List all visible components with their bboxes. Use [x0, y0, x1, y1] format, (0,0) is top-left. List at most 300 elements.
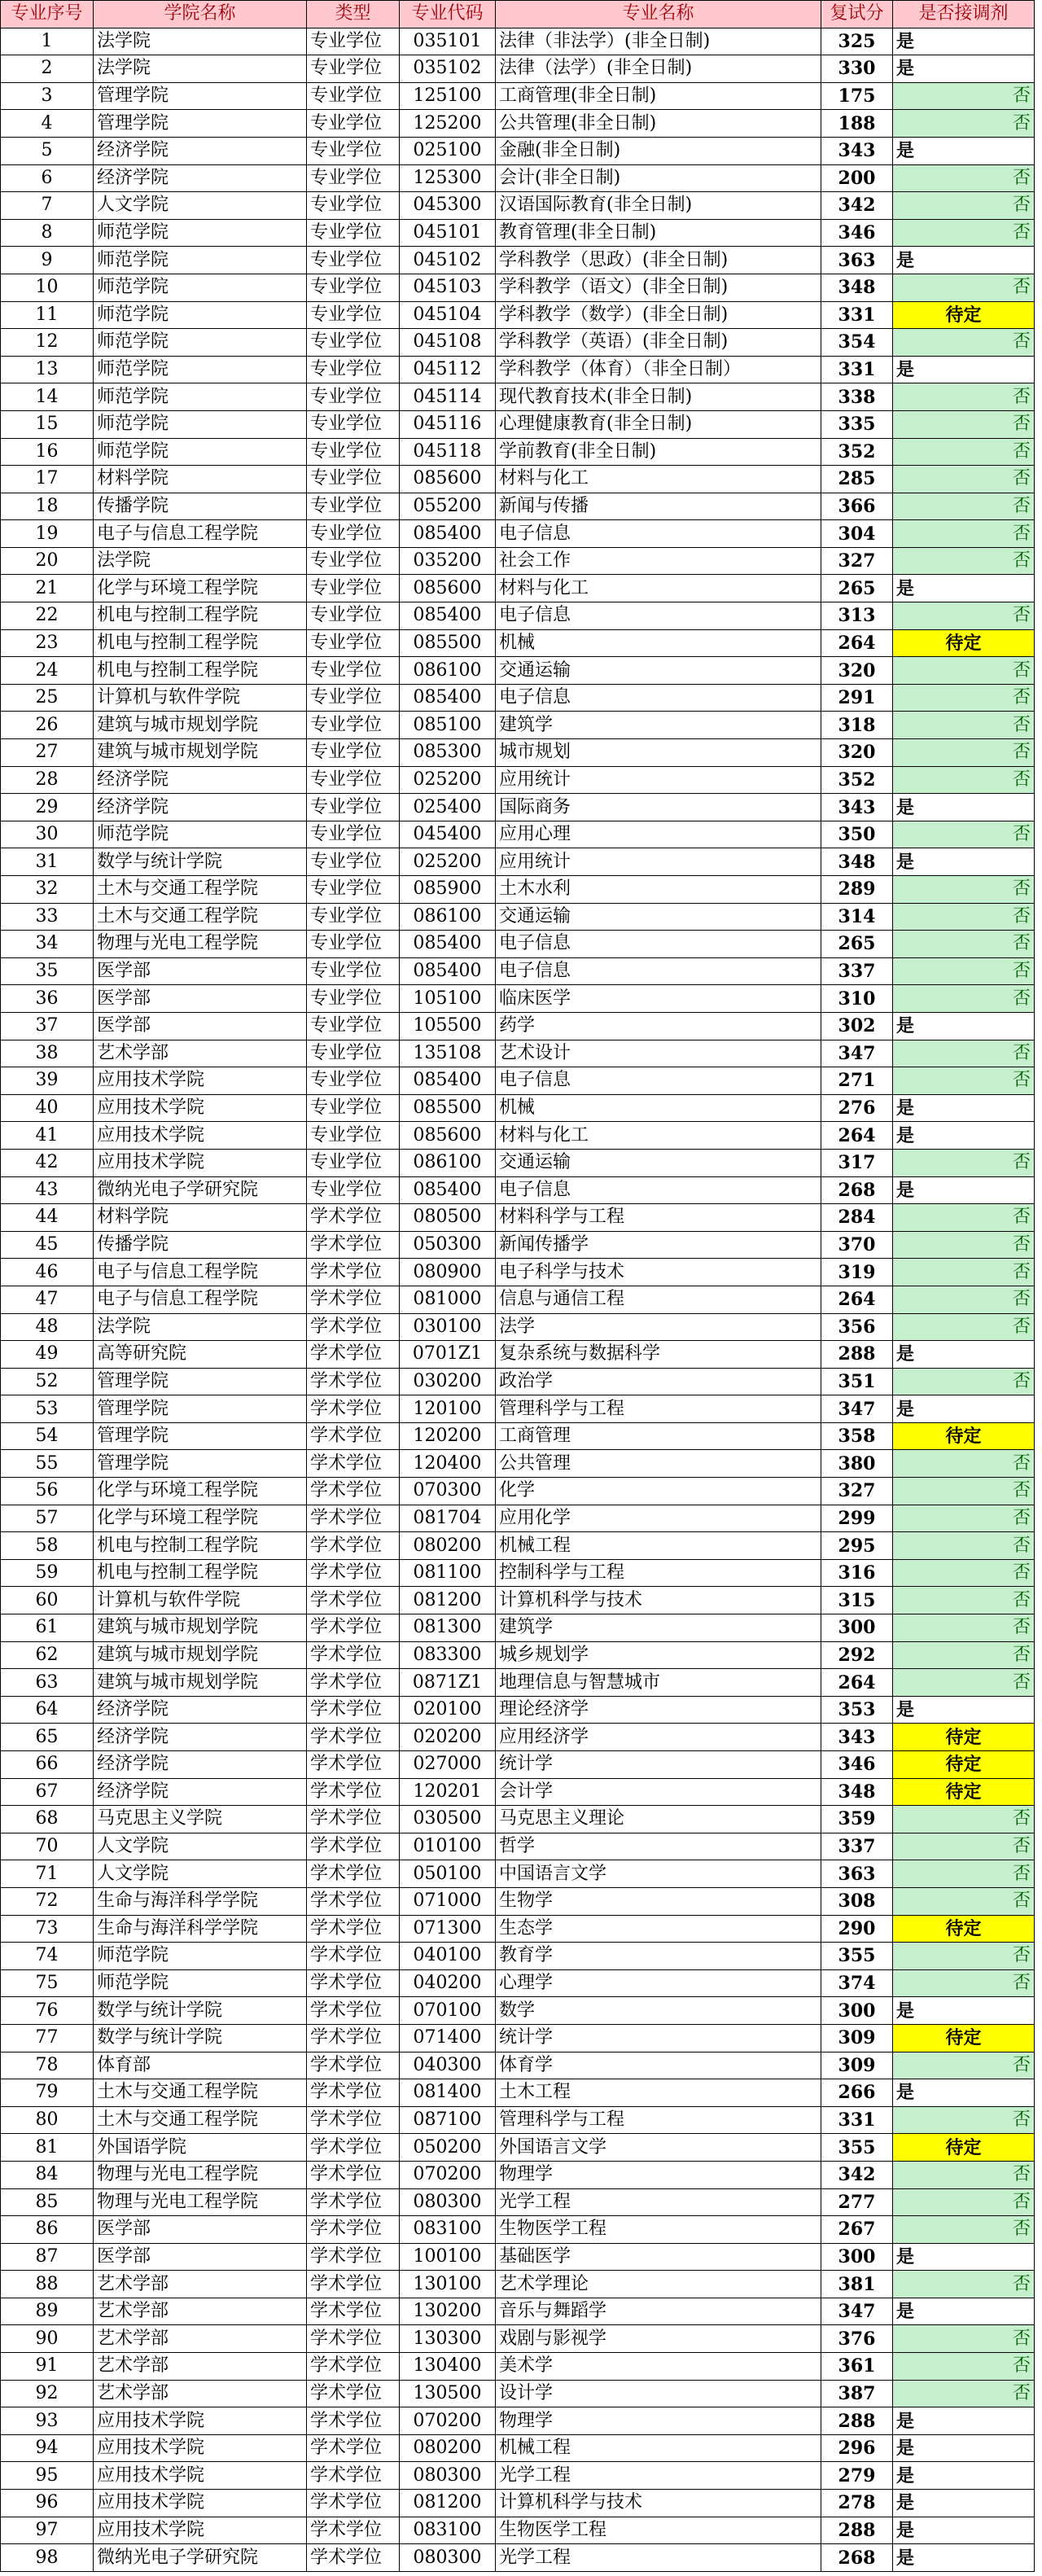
score-cell: 318 — [821, 712, 893, 739]
type-cell: 学术学位 — [307, 1778, 400, 1806]
seq-cell: 62 — [1, 1641, 94, 1669]
adjust-cell: 否 — [893, 1669, 1035, 1697]
score-cell: 279 — [821, 2462, 893, 2490]
college-cell: 应用技术学院 — [94, 1122, 307, 1150]
type-cell: 专业学位 — [307, 848, 400, 876]
code-cell: 030500 — [400, 1806, 496, 1833]
major-cell: 法律（法学）(非全日制) — [496, 55, 821, 83]
type-cell: 学术学位 — [307, 1641, 400, 1669]
major-cell: 马克思主义理论 — [496, 1806, 821, 1833]
adjust-cell: 否 — [893, 192, 1035, 220]
code-cell: 125100 — [400, 82, 496, 110]
major-cell: 美术学 — [496, 2353, 821, 2381]
code-cell: 081200 — [400, 1587, 496, 1614]
code-cell: 045116 — [400, 410, 496, 438]
major-cell: 控制科学与工程 — [496, 1559, 821, 1587]
table-row — [1, 739, 1035, 767]
code-cell: 130500 — [400, 2380, 496, 2407]
adjust-cell: 是 — [893, 2517, 1035, 2544]
type-cell: 专业学位 — [307, 712, 400, 739]
table-row — [1, 629, 1035, 657]
major-cell: 现代教育技术(非全日制) — [496, 383, 821, 411]
major-cell: 戏剧与影视学 — [496, 2325, 821, 2353]
college-cell: 建筑与城市规划学院 — [94, 739, 307, 767]
adjust-cell: 是 — [893, 2434, 1035, 2462]
adjust-cell: 是 — [893, 1997, 1035, 2025]
code-cell: 085400 — [400, 1067, 496, 1095]
college-cell: 师范学院 — [94, 410, 307, 438]
type-cell: 学术学位 — [307, 2243, 400, 2271]
code-cell: 050100 — [400, 1860, 496, 1888]
code-cell: 080200 — [400, 1532, 496, 1560]
table-row — [1, 55, 1035, 83]
code-cell: 083100 — [400, 2517, 496, 2544]
seq-cell: 52 — [1, 1368, 94, 1395]
score-cell: 288 — [821, 2517, 893, 2544]
college-cell: 材料学院 — [94, 1204, 307, 1232]
score-cell: 288 — [821, 2407, 893, 2435]
adjust-cell: 否 — [893, 602, 1035, 630]
college-cell: 建筑与城市规划学院 — [94, 1669, 307, 1697]
table-row — [1, 1915, 1035, 1943]
adjust-cell: 否 — [893, 1505, 1035, 1532]
seq-cell: 8 — [1, 219, 94, 247]
adjust-cell: 是 — [893, 2544, 1035, 2572]
major-cell: 材料与化工 — [496, 575, 821, 602]
code-cell: 081300 — [400, 1614, 496, 1642]
adjust-cell: 否 — [893, 1614, 1035, 1642]
table-row — [1, 2325, 1035, 2353]
code-cell: 085400 — [400, 957, 496, 985]
adjust-cell: 待定 — [893, 1778, 1035, 1806]
code-cell: 085900 — [400, 876, 496, 904]
type-cell: 学术学位 — [307, 2271, 400, 2298]
adjust-cell: 是 — [893, 794, 1035, 821]
type-cell: 学术学位 — [307, 2353, 400, 2381]
seq-cell: 42 — [1, 1149, 94, 1176]
seq-cell: 85 — [1, 2188, 94, 2216]
code-cell: 050200 — [400, 2134, 496, 2162]
seq-cell: 19 — [1, 520, 94, 548]
type-cell: 专业学位 — [307, 931, 400, 958]
code-cell: 125200 — [400, 110, 496, 138]
table-row — [1, 438, 1035, 466]
college-cell: 艺术学部 — [94, 2353, 307, 2381]
header-seq: 专业序号 — [1, 1, 94, 28]
seq-cell: 18 — [1, 493, 94, 520]
seq-cell: 2 — [1, 55, 94, 83]
college-cell: 人文学院 — [94, 1860, 307, 1888]
table-row — [1, 1833, 1035, 1860]
seq-cell: 78 — [1, 2052, 94, 2079]
type-cell: 专业学位 — [307, 766, 400, 794]
score-cell: 376 — [821, 2325, 893, 2353]
college-cell: 师范学院 — [94, 356, 307, 383]
adjust-cell: 否 — [893, 493, 1035, 520]
seq-cell: 35 — [1, 957, 94, 985]
table-row — [1, 1176, 1035, 1204]
code-cell: 081200 — [400, 2490, 496, 2517]
college-cell: 艺术学部 — [94, 2380, 307, 2407]
major-cell: 药学 — [496, 1012, 821, 1040]
code-cell: 070300 — [400, 1478, 496, 1505]
score-cell: 295 — [821, 1532, 893, 1560]
adjust-cell: 否 — [893, 985, 1035, 1013]
college-cell: 机电与控制工程学院 — [94, 629, 307, 657]
major-cell: 金融(非全日制) — [496, 137, 821, 164]
table-row — [1, 2298, 1035, 2325]
score-cell: 346 — [821, 219, 893, 247]
table-row — [1, 329, 1035, 357]
table-row — [1, 164, 1035, 192]
college-cell: 法学院 — [94, 1313, 307, 1341]
table-row — [1, 2407, 1035, 2435]
college-cell: 经济学院 — [94, 1724, 307, 1751]
college-cell: 计算机与软件学院 — [94, 684, 307, 712]
type-cell: 学术学位 — [307, 2517, 400, 2544]
seq-cell: 43 — [1, 1176, 94, 1204]
major-cell: 汉语国际教育(非全日制) — [496, 192, 821, 220]
seq-cell: 61 — [1, 1614, 94, 1642]
college-cell: 土木与交通工程学院 — [94, 2079, 307, 2107]
type-cell: 专业学位 — [307, 547, 400, 575]
adjust-cell: 否 — [893, 931, 1035, 958]
code-cell: 085100 — [400, 712, 496, 739]
college-cell: 应用技术学院 — [94, 2462, 307, 2490]
major-cell: 中国语言文学 — [496, 1860, 821, 1888]
college-cell: 法学院 — [94, 547, 307, 575]
seq-cell: 14 — [1, 383, 94, 411]
code-cell: 130200 — [400, 2298, 496, 2325]
major-cell: 交通运输 — [496, 903, 821, 931]
adjust-cell: 否 — [893, 1450, 1035, 1478]
college-cell: 电子与信息工程学院 — [94, 1259, 307, 1286]
type-cell: 学术学位 — [307, 1532, 400, 1560]
table-row — [1, 1012, 1035, 1040]
college-cell: 物理与光电工程学院 — [94, 931, 307, 958]
seq-cell: 15 — [1, 410, 94, 438]
seq-cell: 30 — [1, 821, 94, 848]
adjust-cell: 否 — [893, 274, 1035, 301]
table-row — [1, 410, 1035, 438]
adjust-cell: 否 — [893, 2188, 1035, 2216]
seq-cell: 45 — [1, 1231, 94, 1259]
code-cell: 045300 — [400, 192, 496, 220]
code-cell: 083100 — [400, 2216, 496, 2244]
code-cell: 085500 — [400, 629, 496, 657]
type-cell: 专业学位 — [307, 329, 400, 357]
table-row — [1, 1122, 1035, 1150]
adjust-cell: 否 — [893, 903, 1035, 931]
adjust-cell: 是 — [893, 55, 1035, 83]
adjust-cell: 否 — [893, 1641, 1035, 1669]
table-row — [1, 1641, 1035, 1669]
major-cell: 法学 — [496, 1313, 821, 1341]
type-cell: 专业学位 — [307, 438, 400, 466]
score-cell: 296 — [821, 2434, 893, 2462]
type-cell: 专业学位 — [307, 739, 400, 767]
seq-cell: 93 — [1, 2407, 94, 2435]
seq-cell: 32 — [1, 876, 94, 904]
table-row — [1, 2380, 1035, 2407]
adjust-cell: 是 — [893, 28, 1035, 55]
major-cell: 材料与化工 — [496, 466, 821, 493]
major-cell: 建筑学 — [496, 1614, 821, 1642]
code-cell: 080300 — [400, 2544, 496, 2572]
college-cell: 管理学院 — [94, 1422, 307, 1450]
seq-cell: 48 — [1, 1313, 94, 1341]
code-cell: 085400 — [400, 602, 496, 630]
college-cell: 应用技术学院 — [94, 2490, 307, 2517]
table-row — [1, 356, 1035, 383]
type-cell: 学术学位 — [307, 2380, 400, 2407]
table-row — [1, 110, 1035, 138]
code-cell: 045101 — [400, 219, 496, 247]
major-cell: 国际商务 — [496, 794, 821, 821]
major-cell: 工商管理(非全日制) — [496, 82, 821, 110]
type-cell: 专业学位 — [307, 876, 400, 904]
seq-cell: 84 — [1, 2161, 94, 2188]
college-cell: 师范学院 — [94, 274, 307, 301]
score-cell: 316 — [821, 1559, 893, 1587]
seq-cell: 34 — [1, 931, 94, 958]
type-cell: 专业学位 — [307, 301, 400, 329]
score-cell: 343 — [821, 794, 893, 821]
college-cell: 医学部 — [94, 985, 307, 1013]
score-cell: 264 — [821, 629, 893, 657]
seq-cell: 58 — [1, 1532, 94, 1560]
score-cell: 276 — [821, 1094, 893, 1122]
adjust-cell: 否 — [893, 2052, 1035, 2079]
college-cell: 医学部 — [94, 1012, 307, 1040]
major-cell: 电子信息 — [496, 520, 821, 548]
score-cell: 327 — [821, 1478, 893, 1505]
code-cell: 120100 — [400, 1395, 496, 1423]
table-row — [1, 2134, 1035, 2162]
type-cell: 专业学位 — [307, 821, 400, 848]
major-cell: 电子科学与技术 — [496, 1259, 821, 1286]
seq-cell: 13 — [1, 356, 94, 383]
score-cell: 309 — [821, 2024, 893, 2052]
code-cell: 020100 — [400, 1696, 496, 1724]
table-row — [1, 1997, 1035, 2025]
adjust-cell: 否 — [893, 2106, 1035, 2134]
seq-cell: 91 — [1, 2353, 94, 2381]
table-row — [1, 1614, 1035, 1642]
table-row — [1, 684, 1035, 712]
code-cell: 080900 — [400, 1259, 496, 1286]
table-row — [1, 2434, 1035, 2462]
major-cell: 临床医学 — [496, 985, 821, 1013]
college-cell: 经济学院 — [94, 1751, 307, 1779]
college-cell: 建筑与城市规划学院 — [94, 1614, 307, 1642]
code-cell: 050300 — [400, 1231, 496, 1259]
table-row — [1, 931, 1035, 958]
college-cell: 化学与环境工程学院 — [94, 1478, 307, 1505]
type-cell: 专业学位 — [307, 493, 400, 520]
seq-cell: 22 — [1, 602, 94, 630]
major-cell: 工商管理 — [496, 1422, 821, 1450]
adjust-cell: 否 — [893, 219, 1035, 247]
adjust-cell: 否 — [893, 2271, 1035, 2298]
table-row — [1, 1778, 1035, 1806]
table-row — [1, 2490, 1035, 2517]
major-cell: 管理科学与工程 — [496, 2106, 821, 2134]
score-cell: 350 — [821, 821, 893, 848]
seq-cell: 47 — [1, 1286, 94, 1313]
major-cell: 政治学 — [496, 1368, 821, 1395]
major-cell: 光学工程 — [496, 2188, 821, 2216]
table-row — [1, 1943, 1035, 1970]
major-cell: 生态学 — [496, 1915, 821, 1943]
college-cell: 艺术学部 — [94, 1040, 307, 1067]
seq-cell: 46 — [1, 1259, 94, 1286]
code-cell: 070100 — [400, 1997, 496, 2025]
table-row — [1, 1368, 1035, 1395]
score-cell: 331 — [821, 356, 893, 383]
score-cell: 337 — [821, 1833, 893, 1860]
adjust-cell: 是 — [893, 247, 1035, 274]
table-row — [1, 985, 1035, 1013]
major-cell: 统计学 — [496, 2024, 821, 2052]
score-cell: 288 — [821, 1341, 893, 1369]
college-cell: 数学与统计学院 — [94, 1997, 307, 2025]
seq-cell: 36 — [1, 985, 94, 1013]
college-cell: 电子与信息工程学院 — [94, 1286, 307, 1313]
type-cell: 学术学位 — [307, 1860, 400, 1888]
major-cell: 体育学 — [496, 2052, 821, 2079]
type-cell: 学术学位 — [307, 1505, 400, 1532]
code-cell: 035101 — [400, 28, 496, 55]
type-cell: 学术学位 — [307, 1313, 400, 1341]
type-cell: 学术学位 — [307, 1997, 400, 2025]
table-row — [1, 1887, 1035, 1915]
adjust-cell: 否 — [893, 1887, 1035, 1915]
score-cell: 265 — [821, 931, 893, 958]
table-row — [1, 1696, 1035, 1724]
score-cell: 292 — [821, 1641, 893, 1669]
score-cell: 300 — [821, 1997, 893, 2025]
adjust-cell: 否 — [893, 1313, 1035, 1341]
code-cell: 0871Z1 — [400, 1669, 496, 1697]
type-cell: 学术学位 — [307, 1286, 400, 1313]
table-row — [1, 1559, 1035, 1587]
type-cell: 学术学位 — [307, 1395, 400, 1423]
adjust-cell: 是 — [893, 1176, 1035, 1204]
table-row — [1, 2216, 1035, 2244]
score-cell: 348 — [821, 848, 893, 876]
type-cell: 学术学位 — [307, 1969, 400, 1997]
college-cell: 医学部 — [94, 2216, 307, 2244]
table-row — [1, 520, 1035, 548]
table-row — [1, 1313, 1035, 1341]
code-cell: 045400 — [400, 821, 496, 848]
adjust-cell: 否 — [893, 82, 1035, 110]
type-cell: 学术学位 — [307, 1450, 400, 1478]
seq-cell: 25 — [1, 684, 94, 712]
header-major: 专业名称 — [496, 1, 821, 28]
type-cell: 学术学位 — [307, 1587, 400, 1614]
score-cell: 352 — [821, 438, 893, 466]
adjust-cell: 否 — [893, 876, 1035, 904]
code-cell: 030100 — [400, 1313, 496, 1341]
adjust-cell: 待定 — [893, 1915, 1035, 1943]
code-cell: 045104 — [400, 301, 496, 329]
table-row — [1, 1286, 1035, 1313]
code-cell: 081704 — [400, 1505, 496, 1532]
college-cell: 艺术学部 — [94, 2325, 307, 2353]
major-cell: 建筑学 — [496, 712, 821, 739]
college-cell: 马克思主义学院 — [94, 1806, 307, 1833]
major-cell: 外国语言文学 — [496, 2134, 821, 2162]
major-cell: 哲学 — [496, 1833, 821, 1860]
table-row — [1, 1532, 1035, 1560]
seq-cell: 92 — [1, 2380, 94, 2407]
code-cell: 045118 — [400, 438, 496, 466]
adjust-cell: 否 — [893, 1478, 1035, 1505]
type-cell: 专业学位 — [307, 1176, 400, 1204]
type-cell: 专业学位 — [307, 466, 400, 493]
table-row — [1, 1478, 1035, 1505]
table-row — [1, 2161, 1035, 2188]
major-cell: 机械 — [496, 1094, 821, 1122]
score-cell: 319 — [821, 1259, 893, 1286]
major-cell: 交通运输 — [496, 657, 821, 685]
major-cell: 教育管理(非全日制) — [496, 219, 821, 247]
adjust-cell: 是 — [893, 137, 1035, 164]
type-cell: 专业学位 — [307, 657, 400, 685]
adjust-cell: 否 — [893, 520, 1035, 548]
score-cell: 325 — [821, 28, 893, 55]
seq-cell: 71 — [1, 1860, 94, 1888]
table-row — [1, 137, 1035, 164]
type-cell: 学术学位 — [307, 2161, 400, 2188]
major-cell: 应用化学 — [496, 1505, 821, 1532]
table-row — [1, 466, 1035, 493]
type-cell: 专业学位 — [307, 1067, 400, 1095]
adjust-cell: 否 — [893, 2161, 1035, 2188]
major-cell: 信息与通信工程 — [496, 1286, 821, 1313]
code-cell: 085300 — [400, 739, 496, 767]
code-cell: 086100 — [400, 903, 496, 931]
code-cell: 055200 — [400, 493, 496, 520]
type-cell: 学术学位 — [307, 2052, 400, 2079]
table-row — [1, 247, 1035, 274]
adjust-cell: 否 — [893, 657, 1035, 685]
seq-cell: 76 — [1, 1997, 94, 2025]
seq-cell: 97 — [1, 2517, 94, 2544]
seq-cell: 81 — [1, 2134, 94, 2162]
major-cell: 公共管理(非全日制) — [496, 110, 821, 138]
college-cell: 微纳光电子学研究院 — [94, 2544, 307, 2572]
adjust-cell: 是 — [893, 2243, 1035, 2271]
college-cell: 艺术学部 — [94, 2271, 307, 2298]
type-cell: 学术学位 — [307, 2188, 400, 2216]
college-cell: 管理学院 — [94, 1395, 307, 1423]
college-cell: 法学院 — [94, 28, 307, 55]
code-cell: 010100 — [400, 1833, 496, 1860]
type-cell: 专业学位 — [307, 55, 400, 83]
adjust-cell: 否 — [893, 739, 1035, 767]
table-row — [1, 1395, 1035, 1423]
type-cell: 学术学位 — [307, 2325, 400, 2353]
adjust-cell: 否 — [893, 712, 1035, 739]
adjust-cell: 否 — [893, 2380, 1035, 2407]
major-cell: 光学工程 — [496, 2462, 821, 2490]
major-cell: 学前教育(非全日制) — [496, 438, 821, 466]
adjust-cell: 是 — [893, 2079, 1035, 2107]
score-cell: 354 — [821, 329, 893, 357]
